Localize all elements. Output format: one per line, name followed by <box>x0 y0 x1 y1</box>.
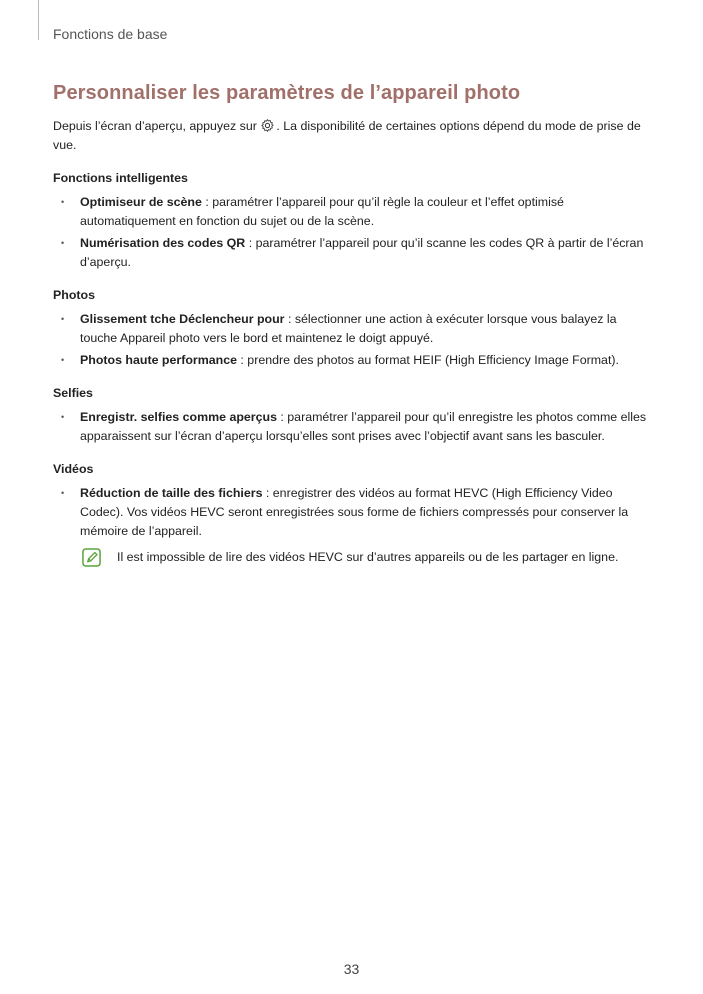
list-item <box>53 193 651 231</box>
section-heading-smart: Fonctions intelligentes <box>53 171 188 185</box>
option-description: : enregistrer des vidéos au format HEVC (High Efficiency Video Codec). Vos vidéos HEVC seront enregistrées sous forme de fichiers compressés pour conserver la mémoire de l’appareil. <box>80 486 629 538</box>
gear-icon <box>260 118 275 133</box>
page-title: Personnaliser les paramètres de l’appareil photo <box>53 82 521 104</box>
bullet-list-photos <box>53 310 651 370</box>
list-item <box>53 484 651 541</box>
option-description: : prendre des photos au format HEIF (High Efficiency Image Format). <box>236 353 619 367</box>
section-heading-photos: Photos <box>53 288 95 302</box>
intro-paragraph <box>53 117 651 155</box>
option-term: Glissement tche Déclencheur pour <box>80 312 285 326</box>
corner-divider <box>38 0 39 40</box>
section-heading-videos: Vidéos <box>53 462 94 476</box>
section-heading-selfies: Selfies <box>53 386 93 400</box>
section-header: Fonctions de base <box>53 26 168 42</box>
page-number: 33 <box>343 961 360 977</box>
intro-text-before: Depuis l’écran d’aperçu, appuyez sur <box>53 119 257 133</box>
list-item <box>53 310 651 348</box>
list-item <box>53 234 651 272</box>
list-item <box>53 351 651 370</box>
option-term: Numérisation des codes QR <box>80 236 246 250</box>
note-pencil-icon <box>82 548 101 567</box>
option-description: : paramétrer l’appareil pour qu’il enregistre les photos comme elles apparaissent sur l’écran d’aperçu lorsqu’elles sont prises avec l’objectif avant sans les basculer. <box>80 410 647 443</box>
page-content <box>53 82 651 567</box>
note-text: Il est impossible de lire des vidéos HEVC sur d’autres appareils ou de les partager en ligne. <box>117 550 619 564</box>
option-description: : sélectionner une action à exécuter lorsque vous balayez la touche Appareil photo vers le bord et maintenez le doigt appuyé. <box>80 312 617 345</box>
option-description: : paramétrer l’appareil pour qu’il règle la couleur et l’effet optimisé automatiquement en fonction du sujet ou de la scène. <box>80 195 564 228</box>
bullet-list-smart <box>53 193 651 272</box>
option-term: Optimiseur de scène <box>80 195 202 209</box>
note-box <box>53 548 651 567</box>
intro-text-after: . La disponibilité de certaines options dépend du mode de prise de vue. <box>53 119 641 152</box>
option-term: Photos haute performance <box>80 353 237 367</box>
option-term: Enregistr. selfies comme aperçus <box>80 410 277 424</box>
bullet-list-videos <box>53 484 651 541</box>
list-item <box>53 408 651 446</box>
option-term: Réduction de taille des fichiers <box>80 486 263 500</box>
bullet-list-selfies <box>53 408 651 446</box>
option-description: : paramétrer l’appareil pour qu’il scanne les codes QR à partir de l’écran d’aperçu. <box>80 236 644 269</box>
